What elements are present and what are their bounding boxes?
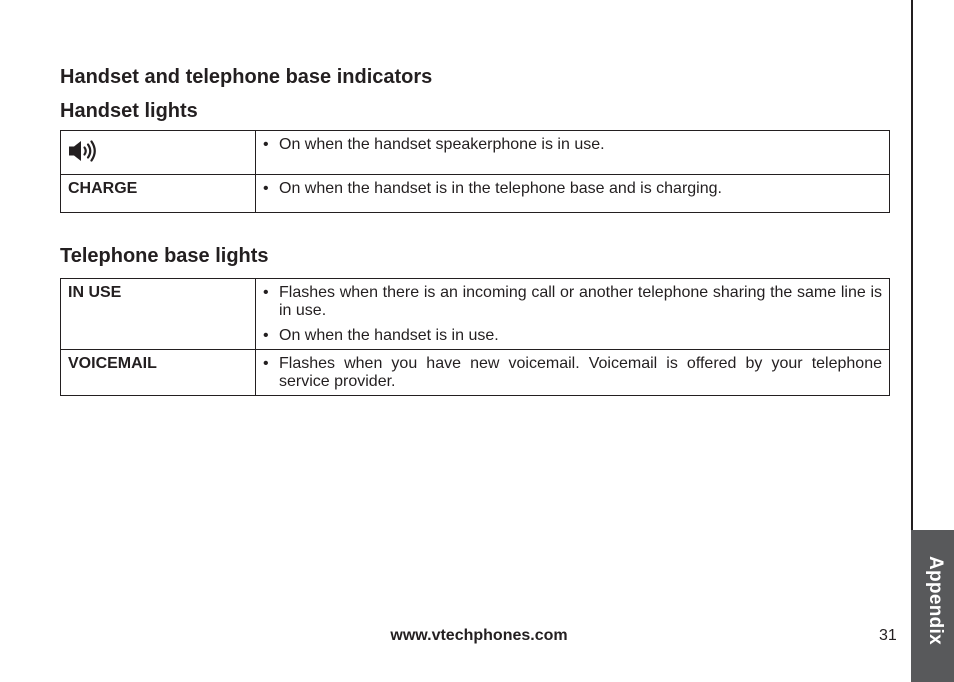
in-use-description [256, 279, 890, 350]
page-number: 31 [879, 627, 897, 644]
handset-lights-heading: Handset lights [60, 100, 198, 122]
base-lights-heading: Telephone base lights [60, 245, 269, 267]
table-row [61, 350, 890, 396]
list-item: • Flashes when you have new voicemail. Voicemail is offered by your telephone service provider. [263, 355, 882, 391]
list-item: • Flashes when there is an incoming call or another telephone sharing the same line is in use. [263, 284, 882, 320]
voicemail-label: VOICEMAIL [61, 350, 256, 396]
charge-description [256, 175, 890, 213]
base-lights-table [60, 278, 890, 396]
footer-url[interactable]: www.vtechphones.com [390, 627, 568, 644]
speaker-icon [68, 138, 98, 164]
appendix-tab-label: Appendix [925, 556, 946, 645]
voicemail-description [256, 350, 890, 396]
list-item: • On when the handset is in the telephone base and is charging. [263, 180, 882, 198]
table-row [61, 279, 890, 350]
speaker-description [256, 131, 890, 175]
in-use-label: IN USE [61, 279, 256, 350]
page-title: Handset and telephone base indicators [60, 66, 433, 88]
table-row [61, 131, 890, 175]
speaker-indicator-cell [61, 131, 256, 175]
table-row [61, 175, 890, 213]
list-item: • On when the handset speakerphone is in use. [263, 136, 882, 154]
charge-label: CHARGE [61, 175, 256, 213]
handset-lights-table [60, 130, 890, 213]
list-item: • On when the handset is in use. [263, 327, 882, 345]
footer-url-container [0, 627, 954, 645]
